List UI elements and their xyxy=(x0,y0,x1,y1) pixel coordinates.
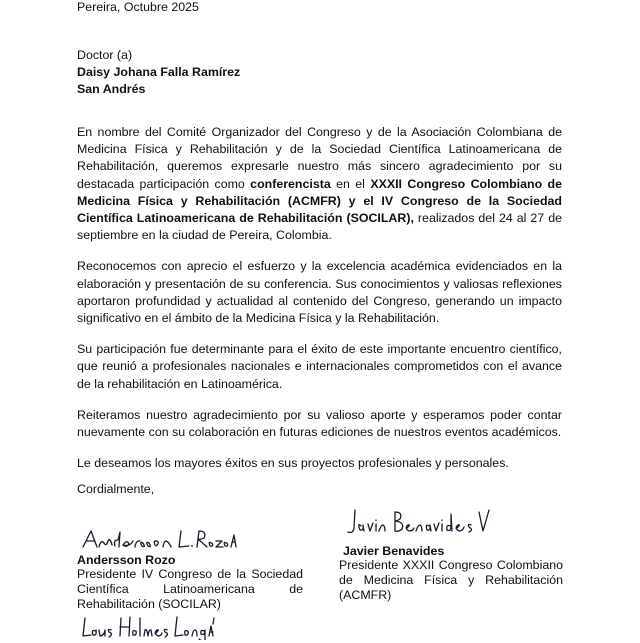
recipient-name: Daisy Johana Falla Ramírez xyxy=(77,65,241,79)
signature-bottom-handwriting xyxy=(77,612,217,640)
paragraph-4: Reiteramos nuestro agradecimiento por su valioso aporte y esperamos poder contar nuevamente con su colaboración en futuras ediciones de nuestros eventos académicos. xyxy=(77,407,562,440)
paragraph-2: Reconocemos con aprecio el esfuerzo y la excelencia académica evidenciados en la elaboración y presentación de su conferencia. Sus conocimientos y valiosas reflexiones aportaron profundidad y actualidad al contenido del Congreso, generando un impacto significativo en el ámbito de la Medicina Física y la Rehabilitación. xyxy=(77,259,562,326)
signatory-right-role: Presidente XXXII Congreso Colombiano de Medicina Física y Rehabilitación (ACMFR) xyxy=(339,558,563,602)
recipient-block xyxy=(77,47,240,98)
letter-date: Pereira, Octubre 2025 xyxy=(77,0,199,14)
signature-right-handwriting xyxy=(343,504,493,544)
signature-block-right xyxy=(339,504,563,603)
signature-block-left xyxy=(77,519,303,612)
recipient-location: San Andrés xyxy=(77,82,146,96)
signatory-left-role: Presidente IV Congreso de la Sociedad Científica Latinoamericana de Rehabilitación (SOCILAR) xyxy=(77,567,303,611)
paragraph-5: Le deseamos los mayores éxitos en sus proyectos profesionales y personales. xyxy=(77,456,509,471)
letter-body xyxy=(77,124,562,486)
signatory-right-name: Javier Benavides xyxy=(343,544,445,558)
paragraph-1-bold-congress: XXXII Congreso Colombiano de Medicina Física y Rehabilitación (ACMFR) y el IV Congreso de la Sociedad Científica Latinoamericana de Rehabilitación (SOCILAR), xyxy=(77,176,562,226)
paragraph-1-text-a: En nombre del Comité Organizador del Congreso y de la Asociación Colombiana de Medicina Física y Rehabilitación y de la Sociedad Científica Latinoamericana de Rehabilitación, queremos expresarle nuestro más sincero agradecimiento por su destacada participación como xyxy=(77,125,562,191)
paragraph-3: Su participación fue determinante para el éxito de este importante encuentro científico, que reunió a profesionales nacionales e internacionales comprometidos con el avance de la rehabilitación en Latinoamérica. xyxy=(77,342,562,391)
paragraph-1-text-c: en el xyxy=(330,176,371,191)
closing-text: Cordialmente, xyxy=(77,482,155,496)
signatory-left-name: Andersson Rozo xyxy=(77,553,176,567)
signature-block-bottom xyxy=(77,612,217,643)
recipient-title: Doctor (a) xyxy=(77,48,133,62)
paragraph-1-bold-role: conferencista xyxy=(250,176,331,191)
paragraph-1-text-e: realizados del 24 al 27 de septiembre en la ciudad de Pereira, Colombia. xyxy=(77,211,562,243)
signature-left-handwriting xyxy=(77,519,237,553)
paragraph-1 xyxy=(77,124,562,244)
